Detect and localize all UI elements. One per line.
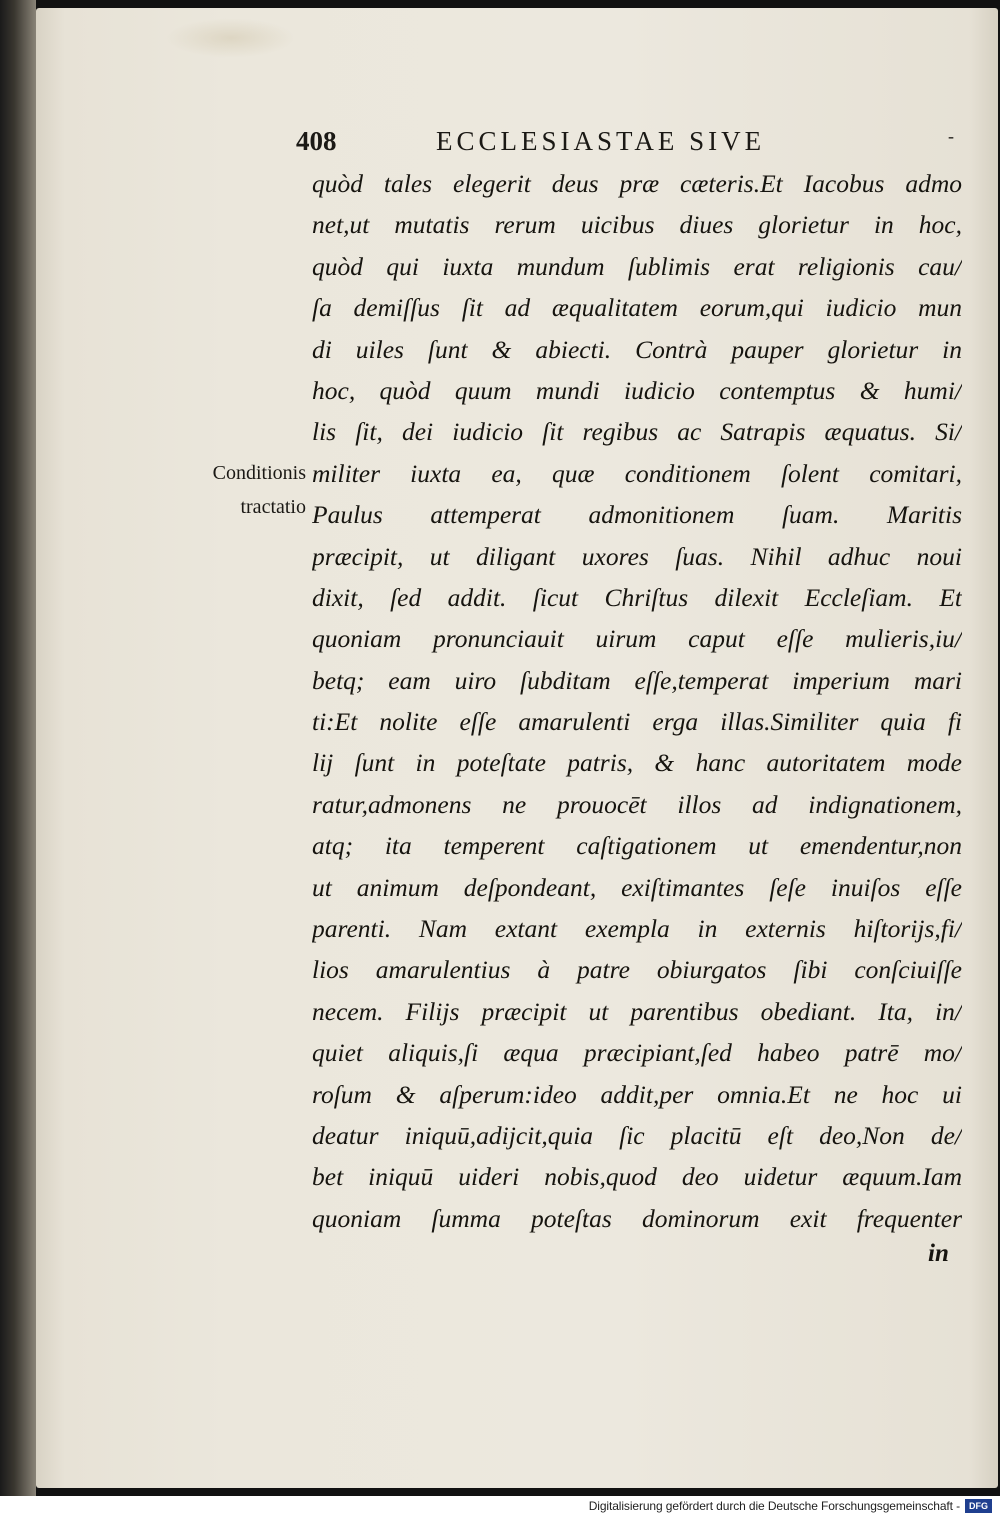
text-line: quiet aliquis,ſi æqua præcipiant,ſed habeo patrē mo/ xyxy=(312,1038,962,1068)
text-line: necem. Filijs præcipit ut parentibus obediant. Ita, in/ xyxy=(312,996,962,1026)
page-number: 408 xyxy=(296,126,337,156)
text-line: betq; eam uiro ſubditam eſſe,temperat imperium mari xyxy=(312,665,962,695)
text-line: net,ut mutatis rerum uicibus diues glorietur in hoc, xyxy=(312,210,962,240)
text-line: Paulus attemperat admonitionem ſuam. Maritis xyxy=(312,500,962,530)
text-line: roſum & aſperum:ideo addit,per omnia.Et ne hoc ui xyxy=(312,1079,962,1109)
funding-credit: Digitalisierung gefördert durch die Deutsche Forschungsgemeinschaft - xyxy=(588,1499,960,1513)
text-line: quòd tales elegerit deus præ cæteris.Et Iacobus admo xyxy=(312,169,962,198)
text-line: ratur,admonens ne prouocēt illos ad indignationem, xyxy=(312,789,962,819)
marginal-note-line: Conditionis xyxy=(212,462,306,484)
text-line: bet iniquū uideri nobis,quod deo uidetur æquum.Iam xyxy=(312,1162,962,1192)
header-ornament: - xyxy=(948,126,958,146)
text-line: hoc, quòd quum mundi iudicio contemptus & humi/ xyxy=(312,375,962,405)
text-line: deatur iniquū,adijcit,quia ſic placitū eſt deo,Non de/ xyxy=(312,1120,962,1150)
text-line: parenti. Nam extant exempla in externis hiſtorijs,fi/ xyxy=(312,914,962,944)
text-line: quoniam pronunciauit uirum caput eſſe mulieris,iu/ xyxy=(312,624,962,654)
text-line: ti:Et nolite eſſe amarulenti erga illas.Similiter quia fi xyxy=(312,707,962,737)
text-line: quoniam ſumma poteſtas dominorum exit frequenter xyxy=(312,1203,962,1233)
page-header xyxy=(296,126,966,162)
text-line: lis ſit, dei iudicio ſit regibus ac Satrapis æquatus. Si/ xyxy=(312,417,962,447)
text-line: atq; ita temperent caſtigationem ut emendentur,non xyxy=(312,831,962,861)
text-line: ut animum deſpondeant, exiſtimantes ſeſe inuiſos eſſe xyxy=(312,872,962,902)
marginal-note xyxy=(184,456,306,524)
marginal-note-line: tractatio xyxy=(240,496,306,518)
text-line: quòd qui iuxta mundum ſublimis erat religionis cau/ xyxy=(312,251,962,281)
dfg-logo-icon: DFG xyxy=(965,1499,992,1513)
binding-shadow xyxy=(0,0,36,1496)
text-line: ſa demiſſus ſit ad æqualitatem eorum,qui iudicio mun xyxy=(312,293,962,323)
paper-stain xyxy=(166,18,296,58)
footer-bar xyxy=(0,1496,1000,1518)
text-line: di uiles ſunt & abiecti. Contrà pauper glorietur in xyxy=(312,334,962,364)
catchword: in xyxy=(928,1240,949,1267)
text-line: præcipit, ut diligant uxores ſuas. Nihil adhuc noui xyxy=(312,541,962,571)
text-line: militer iuxta ea, quæ conditionem ſolent comitari, xyxy=(312,458,962,488)
text-line: lij ſunt in poteſtate patris, & hanc autoritatem mode xyxy=(312,748,962,778)
text-line: dixit, ſed addit. ſicut Chriſtus dilexit Eccleſiam. Et xyxy=(312,582,962,612)
running-title: ECCLESIASTAE SIVE xyxy=(436,126,766,156)
body-text xyxy=(312,163,962,1239)
text-line: lios amarulentius à patre obiurgatos ſibi conſciuiſſe xyxy=(312,955,962,985)
